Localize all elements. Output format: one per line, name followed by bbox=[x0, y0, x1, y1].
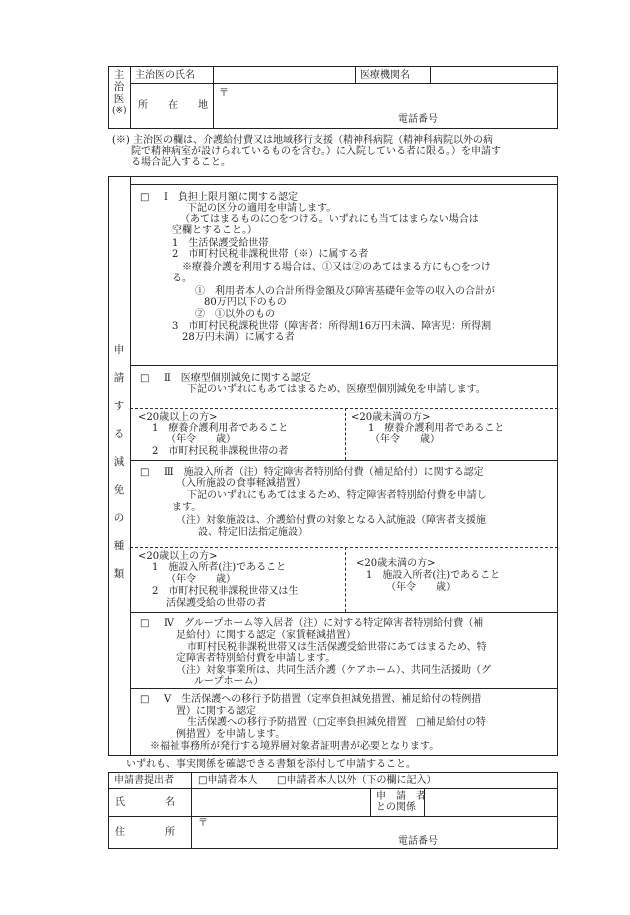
section-2-checkbox[interactable]: □ bbox=[140, 373, 150, 384]
relation-label-line-1: 申 請 者 bbox=[376, 791, 426, 802]
section-4-checkbox[interactable]: □ bbox=[140, 618, 150, 629]
option-self-checkbox[interactable]: □申請者本人 bbox=[198, 775, 258, 786]
physician-side-label: 主 治 医 (※) bbox=[112, 69, 127, 116]
applicant-address-field[interactable] bbox=[210, 818, 550, 834]
reduction-side-label: 申 請 す る 減 免 の 種 類 bbox=[113, 344, 125, 580]
submitter-label: 申請書提出者 bbox=[114, 775, 174, 786]
relation-label-line-2: との関係 bbox=[376, 802, 416, 813]
institution-label: 医療機関名 bbox=[360, 70, 410, 81]
section-5-title: Ⅴ 生活保護への移行予防措置（定率負担減免措置、補足給付の特例措 bbox=[164, 694, 482, 705]
attachment-note: いずれも、事実関係を確認できる書類を添付して申請すること。 bbox=[126, 759, 416, 770]
section-5-checkbox[interactable]: □ bbox=[140, 694, 150, 705]
section-3-title: Ⅲ 施設入所者（注）特定障害者特別給付費（補足給付）に関する認定 bbox=[164, 467, 484, 478]
applicant-phone-label: 電話番号 bbox=[398, 836, 438, 847]
section-4-title: Ⅳ グループホーム等入居者（注）に対する特定障害者特別給付費（補 bbox=[164, 618, 484, 629]
option-other-checkbox[interactable]: □申請者本人以外（下の欄に記入） bbox=[277, 775, 437, 786]
section-3-checkbox[interactable]: □ bbox=[140, 467, 150, 478]
physician-address-label: 所 在 地 bbox=[138, 100, 208, 111]
physician-postal-mark: 〒 bbox=[219, 88, 229, 99]
applicant-name-label: 氏 名 bbox=[115, 797, 175, 808]
section-1-title: Ⅰ 負担上限月額に関する認定 bbox=[164, 192, 298, 203]
applicant-postal-mark: 〒 bbox=[198, 818, 208, 829]
section-5-note: ※福祉事務所が発行する境界層対象者証明書が必要となります。 bbox=[150, 741, 440, 752]
applicant-address-label: 住 所 bbox=[115, 827, 175, 838]
section-2-title: Ⅱ 医療型個別減免に関する認定 bbox=[164, 373, 311, 384]
section-1-checkbox[interactable]: □ bbox=[140, 192, 150, 203]
physician-name-label: 主治医の氏名 bbox=[135, 70, 195, 81]
applicant-name-field[interactable] bbox=[196, 791, 366, 813]
relation-field[interactable] bbox=[428, 791, 554, 813]
physician-phone-label: 電話番号 bbox=[398, 114, 438, 125]
